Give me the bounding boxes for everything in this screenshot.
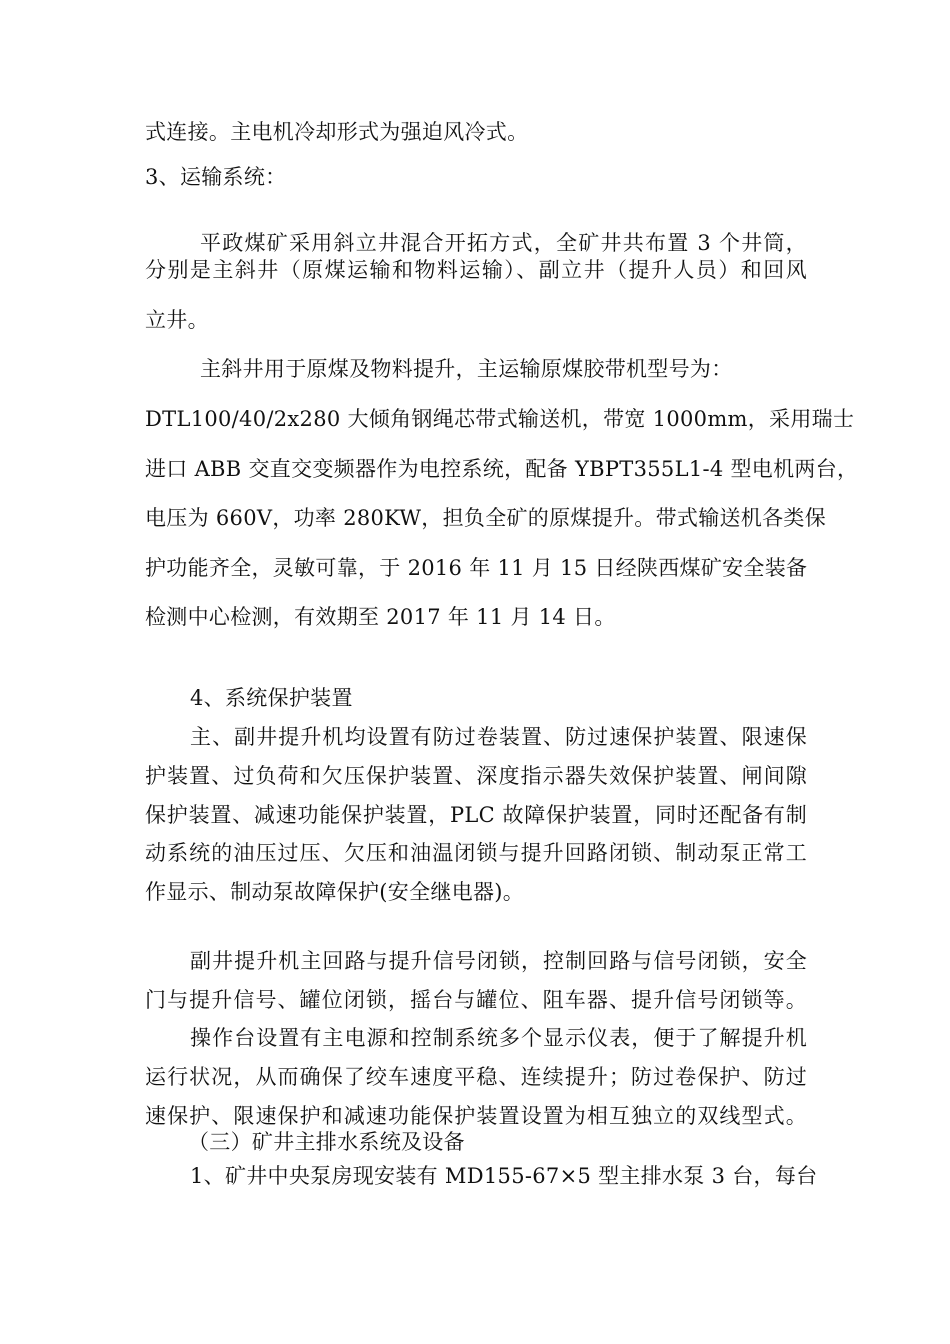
text-line: 保护装置、减速功能保护装置，PLC 故障保护装置，同时还配备有制 bbox=[145, 803, 807, 827]
text-line: 进口 ABB 交直交变频器作为电控系统，配备 YBPT355L1-4 型电机两台， bbox=[145, 457, 859, 481]
text-line: 速保护、限速保护和减速功能保护装置设置为相互独立的双线型式。 bbox=[145, 1104, 807, 1128]
text-line: 分别是主斜井（原煤运输和物料运输）、副立井（提升人员）和回风 bbox=[145, 258, 807, 282]
text-line: 门与提升信号、罐位闭锁，摇台与罐位、阻车器、提升信号闭锁等。 bbox=[145, 988, 807, 1012]
text-line: 护装置、过负荷和欠压保护装置、深度指示器失效保护装置、闸间隙 bbox=[145, 764, 807, 788]
text-line: 平政煤矿采用斜立井混合开拓方式，全矿井共布置 3 个井筒， bbox=[200, 231, 807, 255]
text-line: 护功能齐全，灵敏可靠，于 2016 年 11 月 15 日经陕西煤矿安全装备 bbox=[145, 556, 808, 580]
text-line: 主斜井用于原煤及物料提升，主运输原煤胶带机型号为： bbox=[200, 357, 733, 381]
section-heading: （三）矿井主排水系统及设备 bbox=[188, 1130, 465, 1154]
text-line: 副井提升机主回路与提升信号闭锁，控制回路与信号闭锁，安全 bbox=[190, 949, 807, 973]
section-heading: 4、系统保护装置 bbox=[190, 686, 353, 710]
text-line: 操作台设置有主电源和控制系统多个显示仪表，便于了解提升机 bbox=[190, 1026, 807, 1050]
text-line: DTL100/40/2x280 大倾角钢绳芯带式输送机，带宽 1000mm，采用瑞士 bbox=[145, 407, 855, 431]
text-line: 式连接。主电机冷却形式为强迫风冷式。 bbox=[145, 120, 529, 144]
text-line: 检测中心检测，有效期至 2017 年 11 月 14 日。 bbox=[145, 605, 616, 629]
text-line: 立井。 bbox=[145, 308, 209, 332]
text-line: 电压为 660V，功率 280KW，担负全矿的原煤提升。带式输送机各类保 bbox=[145, 506, 827, 530]
section-heading: 3、运输系统： bbox=[145, 165, 287, 189]
text-line: 动系统的油压过压、欠压和油温闭锁与提升回路闭锁、制动泵正常工 bbox=[145, 841, 807, 865]
text-line: 1、矿井中央泵房现安装有 MD155-67×5 型主排水泵 3 台，每台 bbox=[190, 1164, 818, 1188]
text-line: 主、副井提升机均设置有防过卷装置、防过速保护装置、限速保 bbox=[190, 725, 807, 749]
text-line: 作显示、制动泵故障保护(安全继电器)。 bbox=[145, 880, 525, 904]
text-line: 运行状况，从而确保了绞车速度平稳、连续提升；防过卷保护、防过 bbox=[145, 1065, 807, 1089]
